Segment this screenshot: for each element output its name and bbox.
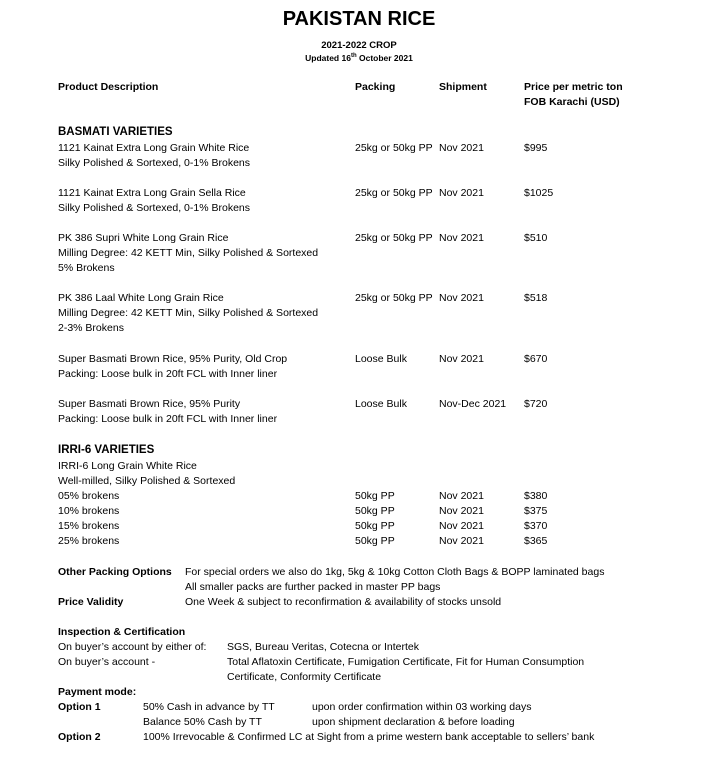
irri-row-label: 10% brokens (58, 505, 120, 517)
price-cell: $370 (524, 520, 548, 532)
price-cell: $510 (524, 232, 548, 244)
shipment-cell: Nov 2021 (439, 505, 484, 517)
packing-cell: 25kg or 50kg PP (355, 142, 433, 154)
irri-heading: IRRI-6 VARIETIES (58, 444, 155, 456)
crop-year: 2021-2022 CROP (321, 40, 397, 51)
packing-cell: 50kg PP (355, 535, 395, 547)
option1-label: Option 1 (58, 701, 101, 713)
inspection-label: On buyer’s account by either of: (58, 641, 207, 653)
packing-cell: Loose Bulk (355, 353, 407, 365)
price-cell: $380 (524, 490, 548, 502)
inspection-value: Total Aflatoxin Certificate, Fumigation Certificate, Fit for Human Consumption (227, 656, 585, 668)
product-line: Packing: Loose bulk in 20ft FCL with Inner liner (58, 368, 278, 380)
price-cell: $518 (524, 292, 548, 304)
shipment-cell: Nov 2021 (439, 232, 484, 244)
price-validity-text: One Week & subject to reconfirmation & availability of stocks unsold (185, 596, 502, 608)
product-line: 1121 Kainat Extra Long Grain Sella Rice (58, 187, 246, 199)
irri-row-label: 05% brokens (58, 490, 120, 502)
option1-term: 50% Cash in advance by TT (143, 701, 275, 713)
price-validity-label: Price Validity (58, 596, 124, 608)
irri-row-label: 25% brokens (58, 535, 120, 547)
basmati-heading: BASMATI VARIETIES (58, 126, 173, 138)
other-packing-text: For special orders we also do 1kg, 5kg & 10kg Cotton Cloth Bags & BOPP laminated bags (185, 566, 605, 578)
product-line: PK 386 Supri White Long Grain Rice (58, 232, 229, 244)
product-line: Milling Degree: 42 KETT Min, Silky Polished & Sortexed (58, 247, 319, 259)
shipment-cell: Nov 2021 (439, 353, 484, 365)
product-line: Milling Degree: 42 KETT Min, Silky Polished & Sortexed (58, 307, 319, 319)
shipment-cell: Nov 2021 (439, 142, 484, 154)
option1-condition: upon order confirmation within 03 working days (312, 701, 532, 713)
product-line: Super Basmati Brown Rice, 95% Purity (58, 398, 241, 410)
product-line: Super Basmati Brown Rice, 95% Purity, Old Crop (58, 353, 288, 365)
packing-cell: Loose Bulk (355, 398, 407, 410)
product-line: Packing: Loose bulk in 20ft FCL with Inner liner (58, 413, 278, 425)
col-product-description: Product Description (58, 81, 159, 93)
col-packing: Packing (355, 81, 396, 93)
inspection-value: SGS, Bureau Veritas, Cotecna or Intertek (227, 641, 420, 653)
price-cell: $670 (524, 353, 548, 365)
price-cell: $995 (524, 142, 548, 154)
packing-cell: 25kg or 50kg PP (355, 292, 433, 304)
product-line: 1121 Kainat Extra Long Grain White Rice (58, 142, 250, 154)
product-line: Silky Polished & Sortexed, 0-1% Brokens (58, 157, 251, 169)
product-line: PK 386 Laal White Long Grain Rice (58, 292, 224, 304)
price-cell: $720 (524, 398, 548, 410)
updated-date: Updated 16th October 2021 (305, 53, 413, 63)
shipment-cell: Nov 2021 (439, 292, 484, 304)
irri-description: IRRI-6 Long Grain White Rice (58, 460, 197, 472)
shipment-cell: Nov 2021 (439, 535, 484, 547)
other-packing-text: All smaller packs are further packed in master PP bags (185, 581, 441, 593)
option2-label: Option 2 (58, 731, 101, 743)
packing-cell: 50kg PP (355, 520, 395, 532)
option1-term: Balance 50% Cash by TT (143, 716, 262, 728)
shipment-cell: Nov 2021 (439, 520, 484, 532)
inspection-heading: Inspection & Certification (58, 626, 186, 638)
irri-description: Well-milled, Silky Polished & Sortexed (58, 475, 236, 487)
packing-cell: 50kg PP (355, 505, 395, 517)
product-line: Silky Polished & Sortexed, 0-1% Brokens (58, 202, 251, 214)
product-line: 2-3% Brokens (58, 322, 124, 334)
other-packing-label: Other Packing Options (58, 566, 172, 578)
shipment-cell: Nov 2021 (439, 490, 484, 502)
price-cell: $375 (524, 505, 548, 517)
shipment-cell: Nov 2021 (439, 187, 484, 199)
packing-cell: 50kg PP (355, 490, 395, 502)
price-cell: $1025 (524, 187, 554, 199)
option2-text: 100% Irrevocable & Confirmed LC at Sight from a prime western bank acceptable to sellers’ bank (143, 731, 595, 743)
packing-cell: 25kg or 50kg PP (355, 232, 433, 244)
col-price-sub: FOB Karachi (USD) (524, 96, 620, 108)
col-price: Price per metric ton (524, 81, 623, 93)
packing-cell: 25kg or 50kg PP (355, 187, 433, 199)
shipment-cell: Nov-Dec 2021 (439, 398, 507, 410)
product-line: 5% Brokens (58, 262, 115, 274)
payment-heading: Payment mode: (58, 686, 137, 698)
col-shipment: Shipment (439, 81, 487, 93)
inspection-label: On buyer’s account - (58, 656, 156, 668)
price-cell: $365 (524, 535, 548, 547)
option1-condition: upon shipment declaration & before loading (312, 716, 515, 728)
page-title: PAKISTAN RICE (282, 8, 436, 30)
irri-row-label: 15% brokens (58, 520, 120, 532)
inspection-value: Certificate, Conformity Certificate (227, 671, 382, 683)
